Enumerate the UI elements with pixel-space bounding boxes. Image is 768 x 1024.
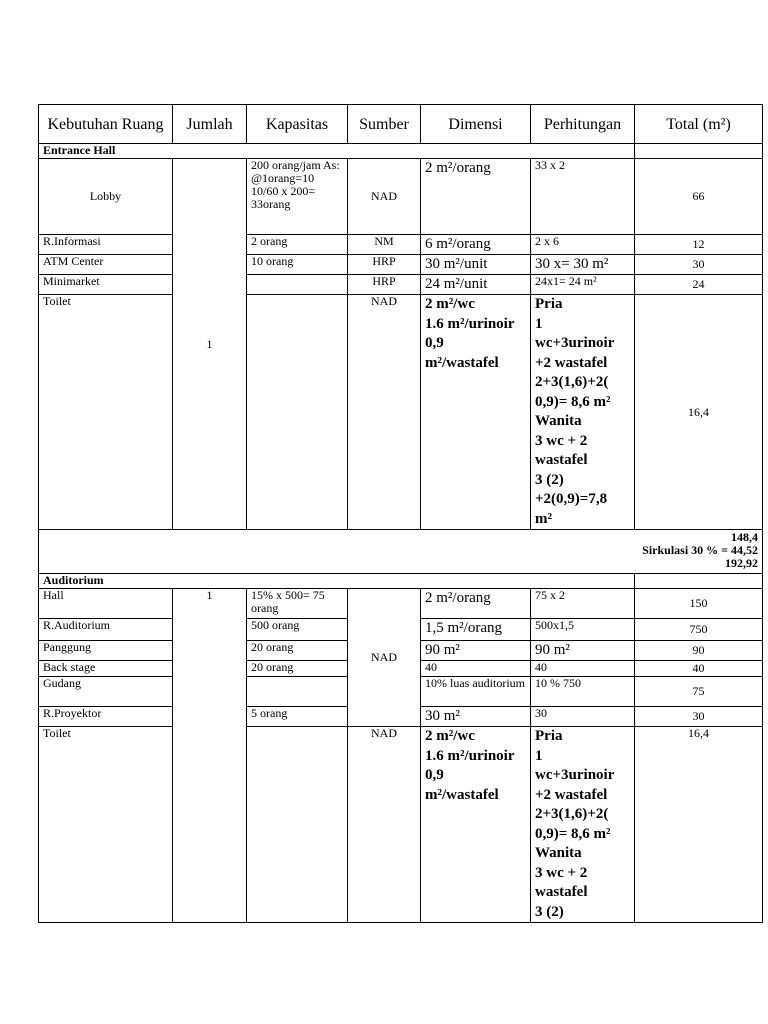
- room-total: 75: [635, 677, 763, 707]
- room-calculation: Pria 1 wc+3urinoir +2 wastafel 2+3(1,6)+2( 0,9)= 8,6 m² Wanita 3 wc + 2 wastafel 3 (2): [531, 727, 635, 923]
- room-dimension: 30 m²: [421, 707, 531, 727]
- room-dimension: 6 m²/orang: [421, 235, 531, 255]
- room-dimension: 2 m²/wc 1.6 m²/urinoir 0,9 m²/wastafel: [421, 727, 531, 923]
- header-row: [39, 105, 763, 144]
- section-row-auditorium: [39, 574, 763, 589]
- table-row: [39, 275, 763, 295]
- col-header-dimensi: Dimensi: [421, 105, 531, 144]
- section-row-entrance: [39, 144, 763, 159]
- room-name: Minimarket: [39, 275, 173, 295]
- room-total: 24: [635, 275, 763, 295]
- room-name: Toilet: [39, 727, 173, 923]
- table-row: [39, 255, 763, 275]
- table-row: [39, 589, 763, 619]
- room-name: Toilet: [39, 295, 173, 530]
- room-total: 30: [635, 255, 763, 275]
- col-header-kapasitas: Kapasitas: [247, 105, 348, 144]
- table-row: [39, 159, 763, 235]
- room-dimension: 2 m²/orang: [421, 589, 531, 619]
- room-total: 40: [635, 661, 763, 677]
- room-dimension: 10% luas auditorium: [421, 677, 531, 707]
- room-source: NM: [348, 235, 421, 255]
- table-row: [39, 295, 763, 530]
- room-dimension: 40: [421, 661, 531, 677]
- room-total: 12: [635, 235, 763, 255]
- room-capacity: 5 orang: [247, 707, 348, 727]
- room-calculation: 40: [531, 661, 635, 677]
- summary-row: [39, 530, 763, 574]
- room-source: HRP: [348, 275, 421, 295]
- room-calculation: 10 % 750: [531, 677, 635, 707]
- room-name: R.Auditorium: [39, 619, 173, 641]
- room-calculation: 30 x= 30 m²: [531, 255, 635, 275]
- room-calculation: 500x1,5: [531, 619, 635, 641]
- room-name: Lobby: [39, 159, 173, 235]
- room-count: 1: [173, 159, 247, 530]
- room-calculation: 2 x 6: [531, 235, 635, 255]
- table-row: [39, 727, 763, 923]
- room-total: 16,4: [635, 295, 763, 530]
- room-calculation: 90 m²: [531, 641, 635, 661]
- room-calculation: Pria 1 wc+3urinoir +2 wastafel 2+3(1,6)+2( 0,9)= 8,6 m² Wanita 3 wc + 2 wastafel 3 (2) +2(0,9)=7,8 m²: [531, 295, 635, 530]
- section-title: Entrance Hall: [39, 144, 635, 159]
- room-count: 1: [173, 589, 247, 923]
- col-header-total: Total (m²): [635, 105, 763, 144]
- circulation: Sirkulasi 30 % = 44,52: [642, 543, 758, 557]
- subtotal: 148,4: [731, 530, 758, 544]
- space-requirements-table: [38, 104, 763, 923]
- table-row: [39, 235, 763, 255]
- room-calculation: 24x1= 24 m²: [531, 275, 635, 295]
- room-source: NAD: [348, 727, 421, 923]
- room-capacity: 2 orang: [247, 235, 348, 255]
- room-capacity: 20 orang: [247, 641, 348, 661]
- room-total: 150: [635, 589, 763, 619]
- room-capacity: 200 orang/jam As: @1orang=10 10/60 x 200= 33orang: [247, 159, 348, 235]
- room-capacity: [247, 727, 348, 923]
- col-header-perhitungan: Perhitungan: [531, 105, 635, 144]
- room-calculation: 30: [531, 707, 635, 727]
- room-name: R.Informasi: [39, 235, 173, 255]
- room-source: NAD: [348, 295, 421, 530]
- col-header-jumlah: Jumlah: [173, 105, 247, 144]
- room-total: 66: [635, 159, 763, 235]
- room-name: R.Proyektor: [39, 707, 173, 727]
- room-total: 90: [635, 641, 763, 661]
- room-name: Panggung: [39, 641, 173, 661]
- room-total: 30: [635, 707, 763, 727]
- room-total: 750: [635, 619, 763, 641]
- room-dimension: 30 m²/unit: [421, 255, 531, 275]
- room-calculation: 33 x 2: [531, 159, 635, 235]
- room-dimension: 90 m²: [421, 641, 531, 661]
- grand-total: 192,92: [725, 556, 758, 570]
- room-calculation: 75 x 2: [531, 589, 635, 619]
- room-name: Gudang: [39, 677, 173, 707]
- col-header-kebutuhan: Kebutuhan Ruang: [39, 105, 173, 144]
- room-source: HRP: [348, 255, 421, 275]
- room-dimension: 2 m²/orang: [421, 159, 531, 235]
- summary-cell: [39, 530, 763, 574]
- room-name: ATM Center: [39, 255, 173, 275]
- room-total: 16,4: [635, 727, 763, 923]
- col-header-sumber: Sumber: [348, 105, 421, 144]
- room-source: NAD: [348, 589, 421, 727]
- room-name: Back stage: [39, 661, 173, 677]
- room-source: NAD: [348, 159, 421, 235]
- room-capacity: 10 orang: [247, 255, 348, 275]
- room-name: Hall: [39, 589, 173, 619]
- room-dimension: 1,5 m²/orang: [421, 619, 531, 641]
- room-capacity: 500 orang: [247, 619, 348, 641]
- room-dimension: 2 m²/wc 1.6 m²/urinoir 0,9 m²/wastafel: [421, 295, 531, 530]
- room-capacity: [247, 275, 348, 295]
- room-capacity: [247, 677, 348, 707]
- room-capacity: [247, 295, 348, 530]
- room-capacity: 15% x 500= 75 orang: [247, 589, 348, 619]
- room-capacity: 20 orang: [247, 661, 348, 677]
- section-title: Auditorium: [39, 574, 635, 589]
- room-dimension: 24 m²/unit: [421, 275, 531, 295]
